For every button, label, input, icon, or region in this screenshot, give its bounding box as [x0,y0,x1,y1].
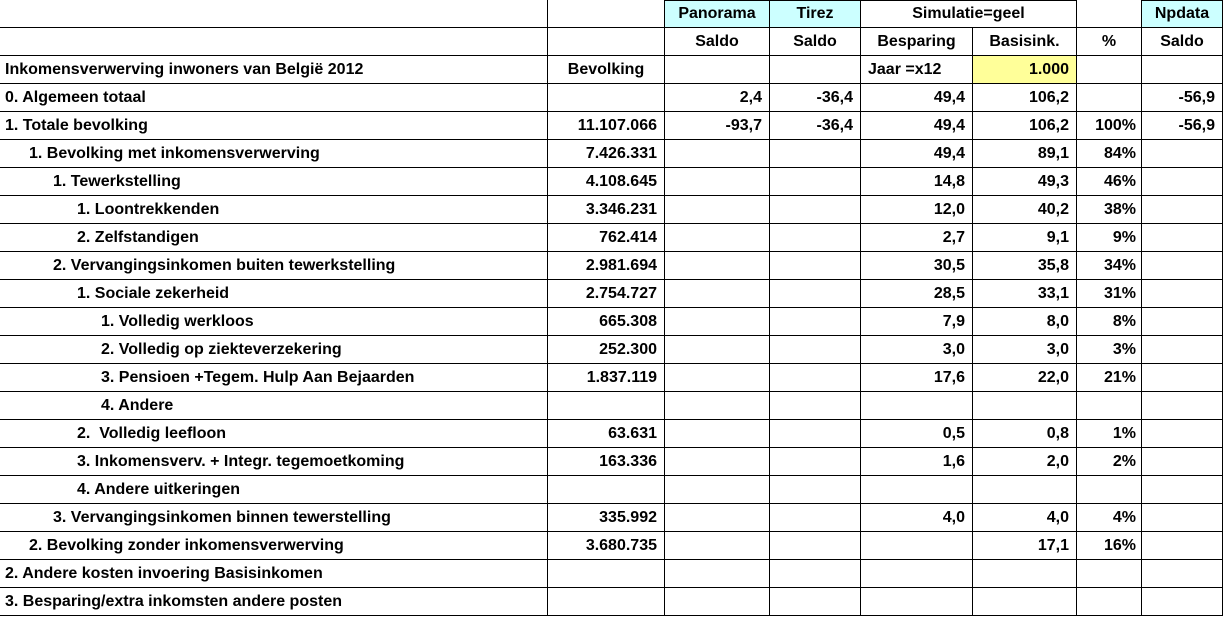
sheet-title[interactable]: Inkomensverwerving inwoners van België 2012 [0,56,548,84]
cell-npdata-saldo[interactable] [1142,476,1223,504]
cell-panorama-saldo[interactable] [665,308,770,336]
cell-bevolking[interactable]: 2.981.694 [548,252,665,280]
cell-npdata-saldo[interactable] [1142,364,1223,392]
header-jaar[interactable]: Jaar =x12 [861,56,973,84]
row-label[interactable]: 4. Andere uitkeringen [0,476,548,504]
cell-npdata-saldo[interactable] [1142,392,1223,420]
cell-percent[interactable]: 21% [1077,364,1142,392]
cell-percent[interactable] [1077,392,1142,420]
cell-tirez-saldo[interactable] [770,308,861,336]
cell-besparing[interactable]: 4,0 [861,504,973,532]
table-row [0,448,1223,476]
cell-besparing[interactable]: 7,9 [861,308,973,336]
cell-bevolking[interactable]: 7.426.331 [548,140,665,168]
cell-percent[interactable]: 8% [1077,308,1142,336]
row-label[interactable]: 1. Totale bevolking [0,112,548,140]
cell-besparing[interactable]: 28,5 [861,280,973,308]
row-label[interactable]: 2. Zelfstandigen [0,224,548,252]
cell-npdata-saldo[interactable] [1142,448,1223,476]
row-label[interactable]: 1. Loontrekkenden [0,196,548,224]
cell-panorama-saldo[interactable] [665,532,770,560]
cell-panorama-saldo[interactable] [665,168,770,196]
table-row [0,560,1223,588]
cell-basisink[interactable]: 35,8 [973,252,1077,280]
table-row [0,84,1223,112]
row-label[interactable]: 2. Andere kosten invoering Basisinkomen [0,560,548,588]
header-npdata[interactable]: Npdata [1142,0,1223,28]
row-label[interactable]: 1. Volledig werkloos [0,308,548,336]
row-label[interactable]: 0. Algemeen totaal [0,84,548,112]
table-row [0,532,1223,560]
table-row [0,588,1223,616]
header-simulatie[interactable]: Simulatie=geel [861,0,1077,28]
cell-npdata-saldo[interactable]: -56,9 [1142,112,1223,140]
cell-tirez-saldo[interactable] [770,588,861,616]
cell-npdata-saldo[interactable]: -56,9 [1142,84,1223,112]
cell-besparing[interactable]: 0,5 [861,420,973,448]
cell-tirez-saldo[interactable] [770,364,861,392]
cell-percent[interactable] [1077,560,1142,588]
header-tirez-saldo[interactable]: Saldo [770,28,861,56]
cell-basisink[interactable]: 8,0 [973,308,1077,336]
cell-tirez-saldo[interactable] [770,168,861,196]
cell-basisink[interactable]: 4,0 [973,504,1077,532]
table-row [0,140,1223,168]
cell-percent[interactable] [1077,84,1142,112]
cell-bevolking[interactable]: 252.300 [548,336,665,364]
cell-besparing[interactable]: 30,5 [861,252,973,280]
cell-npdata-saldo[interactable] [1142,532,1223,560]
cell-panorama-saldo[interactable] [665,392,770,420]
table-row [0,168,1223,196]
cell-tirez-saldo[interactable] [770,392,861,420]
header-empty-c3[interactable] [665,56,770,84]
row-label[interactable]: 3. Vervangingsinkomen binnen tewerstelling [0,504,548,532]
cell-percent[interactable] [1077,476,1142,504]
cell-npdata-saldo[interactable] [1142,224,1223,252]
table-row [0,420,1223,448]
cell-bevolking[interactable] [548,560,665,588]
table-row [0,224,1223,252]
cell-npdata-saldo[interactable] [1142,140,1223,168]
cell-panorama-saldo[interactable] [665,364,770,392]
cell-basisink[interactable] [973,392,1077,420]
cell-basisink[interactable] [973,588,1077,616]
table-row [0,252,1223,280]
cell-percent[interactable]: 46% [1077,168,1142,196]
cell-tirez-saldo[interactable] [770,560,861,588]
row-label[interactable]: 4. Andere [0,392,548,420]
cell-besparing[interactable]: 14,8 [861,168,973,196]
header-bevolking[interactable]: Bevolking [548,56,665,84]
table-row [0,504,1223,532]
cell-bevolking[interactable]: 665.308 [548,308,665,336]
cell-bevolking[interactable]: 3.680.735 [548,532,665,560]
row-label[interactable]: 1. Sociale zekerheid [0,280,548,308]
cell-panorama-saldo[interactable] [665,280,770,308]
cell-panorama-saldo[interactable] [665,476,770,504]
header-empty-a1[interactable] [0,0,548,28]
header-empty-g3[interactable] [1077,56,1142,84]
cell-percent[interactable]: 31% [1077,280,1142,308]
cell-percent[interactable]: 1% [1077,420,1142,448]
header-empty-b2[interactable] [548,28,665,56]
cell-basisink[interactable]: 0,8 [973,420,1077,448]
cell-npdata-saldo[interactable] [1142,588,1223,616]
header-besparing[interactable]: Besparing [861,28,973,56]
cell-npdata-saldo[interactable] [1142,196,1223,224]
cell-basisink[interactable]: 89,1 [973,140,1077,168]
cell-tirez-saldo[interactable] [770,336,861,364]
cell-panorama-saldo[interactable] [665,252,770,280]
cell-bevolking[interactable] [548,476,665,504]
header-row-3 [0,56,1223,84]
basisinkomen-amount[interactable]: 1.000 [973,56,1077,84]
row-label[interactable]: 1. Bevolking met inkomensverwerving [0,140,548,168]
cell-besparing[interactable]: 3,0 [861,336,973,364]
cell-percent[interactable]: 34% [1077,252,1142,280]
cell-besparing[interactable]: 49,4 [861,140,973,168]
cell-tirez-saldo[interactable] [770,224,861,252]
cell-panorama-saldo[interactable]: -93,7 [665,112,770,140]
cell-bevolking[interactable]: 163.336 [548,448,665,476]
cell-npdata-saldo[interactable] [1142,280,1223,308]
cell-panorama-saldo[interactable] [665,196,770,224]
cell-percent[interactable]: 100% [1077,112,1142,140]
cell-besparing[interactable]: 12,0 [861,196,973,224]
header-empty-a2[interactable] [0,28,548,56]
table-row [0,280,1223,308]
row-label[interactable]: 3. Besparing/extra inkomsten andere posten [0,588,548,616]
cell-panorama-saldo[interactable] [665,504,770,532]
row-label[interactable]: 1. Tewerkstelling [0,168,548,196]
table-row [0,112,1223,140]
cell-percent[interactable]: 9% [1077,224,1142,252]
cell-bevolking[interactable]: 3.346.231 [548,196,665,224]
cell-basisink[interactable]: 33,1 [973,280,1077,308]
header-percent[interactable]: % [1077,28,1142,56]
header-row-2 [0,28,1223,56]
cell-bevolking[interactable]: 1.837.119 [548,364,665,392]
cell-besparing[interactable] [861,476,973,504]
row-label[interactable]: 2. Vervangingsinkomen buiten tewerkstelling [0,252,548,280]
table-row [0,196,1223,224]
header-basisink[interactable]: Basisink. [973,28,1077,56]
cell-tirez-saldo[interactable] [770,420,861,448]
cell-panorama-saldo[interactable] [665,588,770,616]
cell-basisink[interactable]: 9,1 [973,224,1077,252]
cell-panorama-saldo[interactable] [665,336,770,364]
cell-besparing[interactable]: 49,4 [861,112,973,140]
cell-percent[interactable]: 3% [1077,336,1142,364]
cell-besparing[interactable]: 2,7 [861,224,973,252]
table-row [0,336,1223,364]
cell-besparing[interactable] [861,392,973,420]
cell-bevolking[interactable]: 4.108.645 [548,168,665,196]
cell-basisink[interactable]: 3,0 [973,336,1077,364]
cell-basisink[interactable]: 40,2 [973,196,1077,224]
header-panorama[interactable]: Panorama [665,0,770,28]
cell-percent[interactable]: 16% [1077,532,1142,560]
cell-tirez-saldo[interactable] [770,196,861,224]
cell-besparing[interactable]: 17,6 [861,364,973,392]
cell-basisink[interactable]: 17,1 [973,532,1077,560]
cell-npdata-saldo[interactable] [1142,252,1223,280]
cell-basisink[interactable]: 49,3 [973,168,1077,196]
cell-basisink[interactable]: 106,2 [973,84,1077,112]
header-empty-b1[interactable] [548,0,665,28]
row-label[interactable]: 3. Inkomensverv. + Integr. tegemoetkoming [0,448,548,476]
cell-bevolking[interactable] [548,588,665,616]
cell-percent[interactable]: 4% [1077,504,1142,532]
cell-tirez-saldo[interactable] [770,532,861,560]
cell-tirez-saldo[interactable] [770,448,861,476]
header-empty-d3[interactable] [770,56,861,84]
cell-npdata-saldo[interactable] [1142,504,1223,532]
cell-bevolking[interactable]: 2.754.727 [548,280,665,308]
cell-basisink[interactable]: 2,0 [973,448,1077,476]
cell-tirez-saldo[interactable] [770,252,861,280]
cell-tirez-saldo[interactable] [770,140,861,168]
cell-panorama-saldo[interactable] [665,140,770,168]
cell-tirez-saldo[interactable] [770,280,861,308]
cell-percent[interactable]: 84% [1077,140,1142,168]
table-row [0,364,1223,392]
sheet-body [0,84,1223,616]
cell-bevolking[interactable]: 63.631 [548,420,665,448]
cell-tirez-saldo[interactable]: -36,4 [770,84,861,112]
cell-bevolking[interactable]: 762.414 [548,224,665,252]
cell-besparing[interactable]: 1,6 [861,448,973,476]
cell-npdata-saldo[interactable] [1142,336,1223,364]
cell-panorama-saldo[interactable] [665,560,770,588]
cell-basisink[interactable] [973,476,1077,504]
table-row [0,308,1223,336]
cell-besparing[interactable] [861,532,973,560]
cell-besparing[interactable] [861,588,973,616]
cell-basisink[interactable] [973,560,1077,588]
row-label[interactable]: 3. Pensioen +Tegem. Hulp Aan Bejaarden [0,364,548,392]
table-row [0,476,1223,504]
row-label[interactable]: 2. Bevolking zonder inkomensverwerving [0,532,548,560]
cell-bevolking[interactable] [548,392,665,420]
cell-npdata-saldo[interactable] [1142,560,1223,588]
cell-besparing[interactable] [861,560,973,588]
cell-npdata-saldo[interactable] [1142,420,1223,448]
header-tirez[interactable]: Tirez [770,0,861,28]
header-empty-h3[interactable] [1142,56,1223,84]
cell-panorama-saldo[interactable] [665,420,770,448]
cell-panorama-saldo[interactable] [665,224,770,252]
row-label[interactable]: 2. Volledig leefloon [0,420,548,448]
cell-bevolking[interactable] [548,84,665,112]
row-label[interactable]: 2. Volledig op ziekteverzekering [0,336,548,364]
header-row-1 [0,0,1223,28]
header-panorama-saldo[interactable]: Saldo [665,28,770,56]
cell-npdata-saldo[interactable] [1142,308,1223,336]
cell-panorama-saldo[interactable] [665,448,770,476]
table-row [0,392,1223,420]
header-npdata-saldo[interactable]: Saldo [1142,28,1223,56]
cell-tirez-saldo[interactable] [770,504,861,532]
cell-percent[interactable]: 38% [1077,196,1142,224]
cell-percent[interactable] [1077,588,1142,616]
cell-tirez-saldo[interactable]: -36,4 [770,112,861,140]
cell-besparing[interactable]: 49,4 [861,84,973,112]
cell-tirez-saldo[interactable] [770,476,861,504]
cell-basisink[interactable]: 22,0 [973,364,1077,392]
header-empty-g1[interactable] [1077,0,1142,28]
cell-bevolking[interactable]: 11.107.066 [548,112,665,140]
cell-npdata-saldo[interactable] [1142,168,1223,196]
cell-basisink[interactable]: 106,2 [973,112,1077,140]
cell-panorama-saldo[interactable]: 2,4 [665,84,770,112]
cell-percent[interactable]: 2% [1077,448,1142,476]
cell-bevolking[interactable]: 335.992 [548,504,665,532]
